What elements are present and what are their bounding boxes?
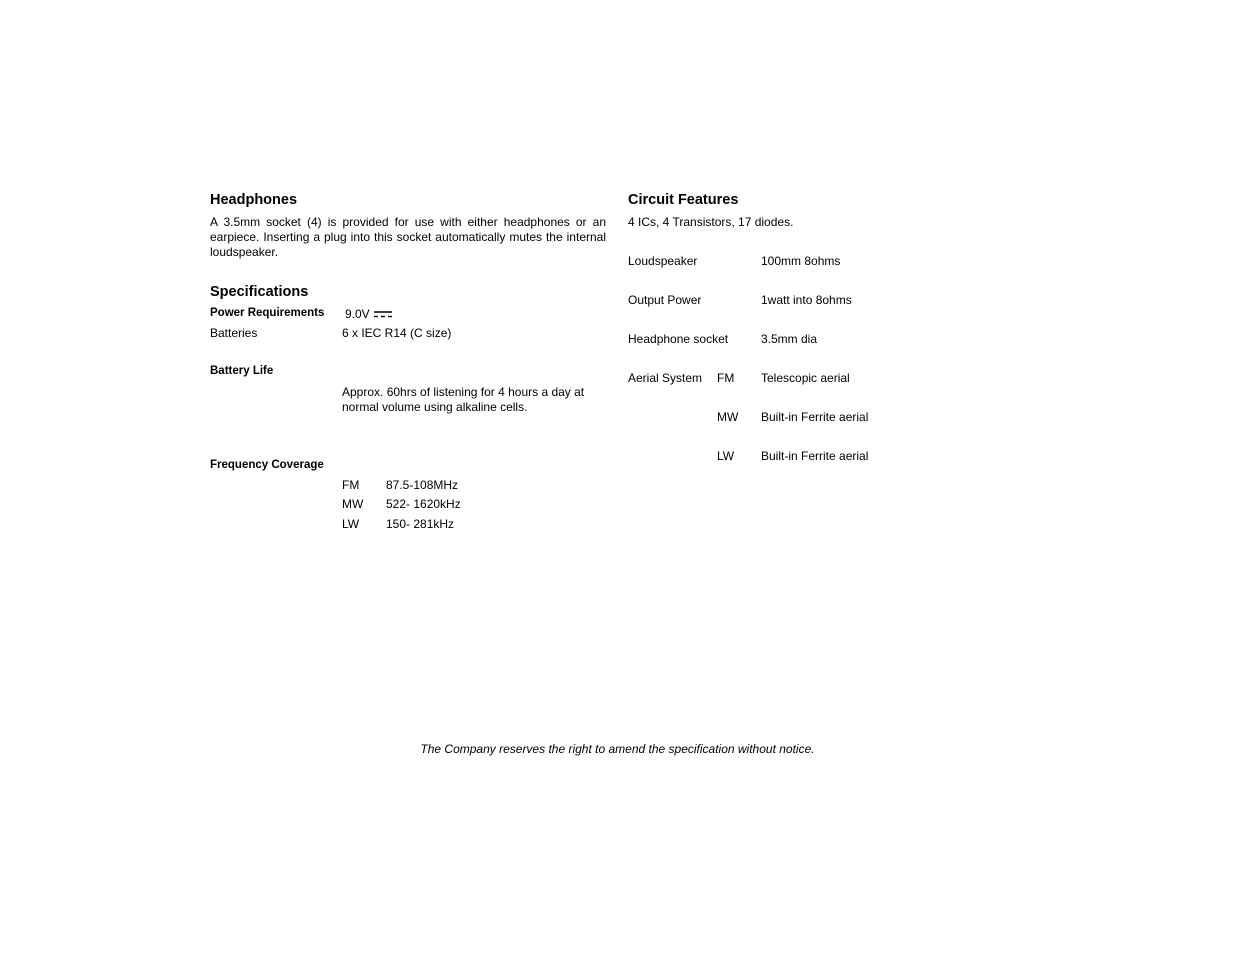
aerial-band-lw: LW bbox=[717, 449, 735, 463]
freq-band-mw: MW bbox=[342, 497, 364, 511]
freq-range-lw: 150- 281kHz bbox=[386, 517, 455, 531]
freq-range-fm: 87.5-108MHz bbox=[386, 478, 459, 492]
loudspeaker-value: 100mm 8ohms bbox=[761, 254, 841, 268]
power-requirements-value bbox=[345, 307, 392, 322]
freq-band-fm: FM bbox=[342, 478, 360, 492]
specification-notice: The Company reserves the right to amend the specification without notice. bbox=[420, 742, 815, 756]
battery-life-value-line1: Approx. 60hrs of listening for 4 hours a day at bbox=[342, 385, 585, 399]
loudspeaker-label: Loudspeaker bbox=[628, 254, 698, 268]
headphone-socket-value: 3.5mm dia bbox=[761, 332, 818, 346]
aerial-value-fm: Telescopic aerial bbox=[761, 371, 850, 385]
battery-life-label: Battery Life bbox=[210, 365, 274, 377]
aerial-value-lw: Built-in Ferrite aerial bbox=[761, 449, 869, 463]
aerial-band-mw: MW bbox=[717, 410, 739, 424]
aerial-system-label: Aerial System bbox=[628, 371, 703, 385]
circuit-features-heading: Circuit Features bbox=[628, 192, 739, 208]
batteries-value: 6 x IEC R14 (C size) bbox=[342, 326, 452, 340]
output-power-value: 1watt into 8ohms bbox=[761, 293, 852, 307]
aerial-value-mw: Built-in Ferrite aerial bbox=[761, 410, 869, 424]
batteries-label: Batteries bbox=[210, 326, 258, 340]
freq-range-mw: 522- 1620kHz bbox=[386, 497, 461, 511]
freq-band-lw: LW bbox=[342, 517, 360, 531]
frequency-coverage-label: Frequency Coverage bbox=[210, 459, 324, 471]
circuit-features-summary: 4 ICs, 4 Transistors, 17 diodes. bbox=[628, 215, 794, 229]
specifications-heading: Specifications bbox=[210, 284, 309, 300]
aerial-band-fm: FM bbox=[717, 371, 735, 385]
power-requirements-label: Power Requirements bbox=[210, 307, 325, 319]
battery-life-value-line2: normal volume using alkaline cells. bbox=[342, 400, 528, 414]
output-power-label: Output Power bbox=[628, 293, 702, 307]
headphones-heading: Headphones bbox=[210, 192, 298, 208]
headphone-socket-label: Headphone socket bbox=[628, 332, 729, 346]
headphones-paragraph: A 3.5mm socket (4) is provided for use with either headphones or an earpiece. Inserting a plug into this socket automatically mutes the internal loudspeaker. bbox=[210, 215, 606, 259]
dc-voltage-icon bbox=[374, 310, 392, 318]
power-voltage: 9.0V bbox=[345, 307, 370, 321]
